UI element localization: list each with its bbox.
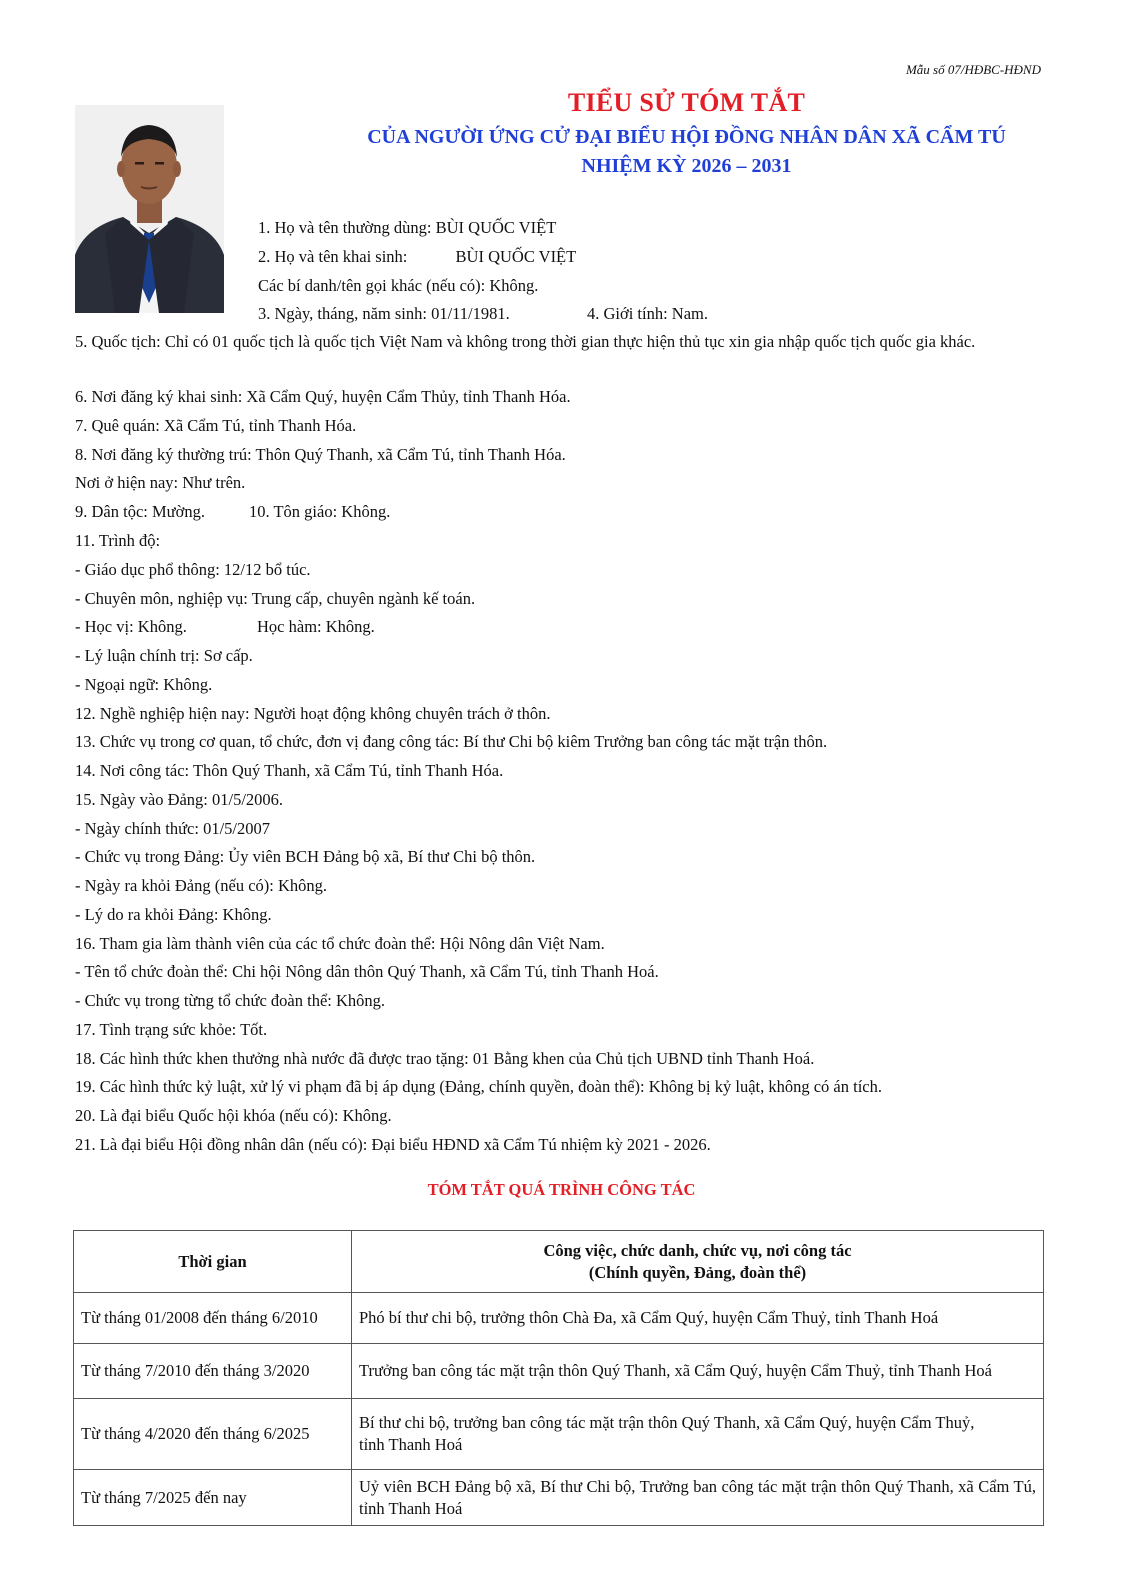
row-description: Uỷ viên BCH Đảng bộ xã, Bí thư Chi bộ, Trưởng ban công tác mặt trận thôn Quý Thanh, xã Cẩm Tú, tỉnh Thanh Hoá [352, 1470, 1044, 1526]
party-position: - Chức vụ trong Đảng: Ủy viên BCH Đảng bộ xã, Bí thư Chi bộ thôn. [75, 847, 536, 866]
row-period: Từ tháng 4/2020 đến tháng 6/2025 [74, 1399, 352, 1470]
gender: 4. Giới tính: Nam. [587, 304, 709, 323]
party-leave-reason: - Lý do ra khỏi Đảng: Không. [75, 905, 272, 924]
general-education: - Giáo dục phổ thông: 12/12 bổ túc. [75, 560, 311, 579]
name-birth-row [258, 247, 576, 267]
row-period: Từ tháng 01/2008 đến tháng 6/2010 [74, 1293, 352, 1344]
name-common: 1. Họ và tên thường dùng: BÙI QUỐC VIỆT [258, 218, 557, 237]
birth-registration: 6. Nơi đăng ký khai sinh: Xã Cẩm Quý, huyện Cẩm Thủy, tỉnh Thanh Hóa. [75, 387, 571, 406]
ethnicity-religion-row [75, 502, 391, 522]
current-position: 13. Chức vụ trong cơ quan, tổ chức, đơn vị đang công tác: Bí thư Chi bộ kiêm Trưởng ban công tác mặt trận thôn. [75, 732, 828, 751]
party-official-date: - Ngày chính thức: 01/5/2007 [75, 819, 270, 838]
nationality: 5. Quốc tịch: Chỉ có 01 quốc tịch là quốc tịch Việt Nam và không trong thời gian thực hiện thủ tục xin gia nhập quốc tịch quốc gia khác. [75, 332, 976, 351]
work-history-table [73, 1230, 1044, 1526]
row-period: Từ tháng 7/2010 đến tháng 3/2020 [74, 1344, 352, 1399]
discipline: 19. Các hình thức kỷ luật, xử lý vi phạm đã bị áp dụng (Đảng, chính quyền, đoàn thể): Không bị kỷ luật, không có án tích. [75, 1077, 882, 1096]
degree: - Học vị: Không. [75, 617, 187, 636]
table-row [74, 1399, 1044, 1470]
national-assembly: 20. Là đại biểu Quốc hội khóa (nếu có): Không. [75, 1106, 392, 1125]
hometown: 7. Quê quán: Xã Cẩm Tú, tỉnh Thanh Hóa. [75, 416, 357, 435]
current-residence: Nơi ở hiện nay: Như trên. [75, 473, 246, 492]
row-description-line2: tỉnh Thanh Hoá [359, 1435, 463, 1454]
date-of-birth: 3. Ngày, tháng, năm sinh: 01/11/1981. [258, 304, 510, 323]
health: 17. Tình trạng sức khỏe: Tốt. [75, 1020, 268, 1039]
row-description [352, 1399, 1044, 1470]
awards: 18. Các hình thức khen thưởng nhà nước đã được trao tặng: 01 Bằng khen của Chủ tịch UBND tỉnh Thanh Hoá. [75, 1049, 815, 1068]
academic-title: Học hàm: Không. [257, 617, 375, 636]
specialty: - Chuyên môn, nghiệp vụ: Trung cấp, chuyên ngành kế toán. [75, 589, 476, 608]
peoples-council: 21. Là đại biểu Hội đồng nhân dân (nếu có): Đại biểu HĐND xã Cẩm Tú nhiệm kỳ 2021 - 2026. [75, 1135, 711, 1154]
table-row [74, 1344, 1044, 1399]
header-description-line2: (Chính quyền, Đảng, đoàn thể) [588, 1262, 807, 1282]
work-history-title: TÓM TẮT QUÁ TRÌNH CÔNG TÁC [427, 1180, 696, 1199]
aliases: Các bí danh/tên gọi khác (nếu có): Không. [258, 276, 539, 295]
header-description [352, 1231, 1044, 1293]
mass-org-member: 16. Tham gia làm thành viên của các tổ chức đoàn thể: Hội Nông dân Việt Nam. [75, 934, 605, 953]
foreign-language: - Ngoại ngữ: Không. [75, 675, 213, 694]
education-heading: 11. Trình độ: [75, 531, 161, 550]
header-description-line1: Công việc, chức danh, chức vụ, nơi công tác [543, 1240, 852, 1260]
political-theory: - Lý luận chính trị: Sơ cấp. [75, 646, 253, 665]
row-period: Từ tháng 7/2025 đến nay [74, 1470, 352, 1526]
row-description: Phó bí thư chi bộ, trưởng thôn Chà Đa, xã Cẩm Quý, huyện Cẩm Thuỷ, tỉnh Thanh Hoá [352, 1293, 1044, 1344]
document-title: TIỂU SỬ TÓM TẮT [567, 88, 806, 117]
form-code: Mẫu số 07/HĐBC-HĐND [905, 62, 1041, 77]
table-row [74, 1293, 1044, 1344]
name-birth-value: BÙI QUỐC VIỆT [455, 247, 577, 266]
mass-org-name: - Tên tổ chức đoàn thể: Chi hội Nông dân thôn Quý Thanh, xã Cẩm Tú, tỉnh Thanh Hoá. [75, 962, 659, 981]
dob-gender-row [258, 304, 709, 324]
mass-org-position: - Chức vụ trong từng tổ chức đoàn thể: Không. [75, 991, 386, 1010]
party-join-date: 15. Ngày vào Đảng: 01/5/2006. [75, 790, 284, 809]
document-subtitle: CỦA NGƯỜI ỨNG CỬ ĐẠI BIỂU HỘI ĐỒNG NHÂN DÂN XÃ CẨM TÚ [367, 126, 1006, 148]
table-row [74, 1470, 1044, 1526]
portrait-photo [75, 105, 224, 313]
row-description: Trưởng ban công tác mặt trận thôn Quý Thanh, xã Cẩm Quý, huyện Cẩm Thuỷ, tỉnh Thanh Hoá [352, 1344, 1044, 1399]
header-period: Thời gian [74, 1231, 352, 1293]
table-header-row [74, 1231, 1044, 1293]
occupation: 12. Nghề nghiệp hiện nay: Người hoạt động không chuyên trách ở thôn. [75, 704, 551, 723]
religion: 10. Tôn giáo: Không. [249, 502, 391, 521]
degree-title-row [75, 617, 375, 637]
term-subtitle: NHIỆM KỲ 2026 – 2031 [581, 155, 792, 177]
permanent-residence: 8. Nơi đăng ký thường trú: Thôn Quý Thanh, xã Cẩm Tú, tỉnh Thanh Hóa. [75, 445, 566, 464]
ethnicity: 9. Dân tộc: Mường. [75, 502, 205, 521]
party-leave-date: - Ngày ra khỏi Đảng (nếu có): Không. [75, 876, 328, 895]
name-birth-label: 2. Họ và tên khai sinh: [258, 247, 408, 266]
row-description-line1: Bí thư chi bộ, trưởng ban công tác mặt trận thôn Quý Thanh, xã Cẩm Quý, huyện Cẩm Thuỷ, [359, 1413, 975, 1432]
workplace: 14. Nơi công tác: Thôn Quý Thanh, xã Cẩm Tú, tỉnh Thanh Hóa. [75, 761, 504, 780]
